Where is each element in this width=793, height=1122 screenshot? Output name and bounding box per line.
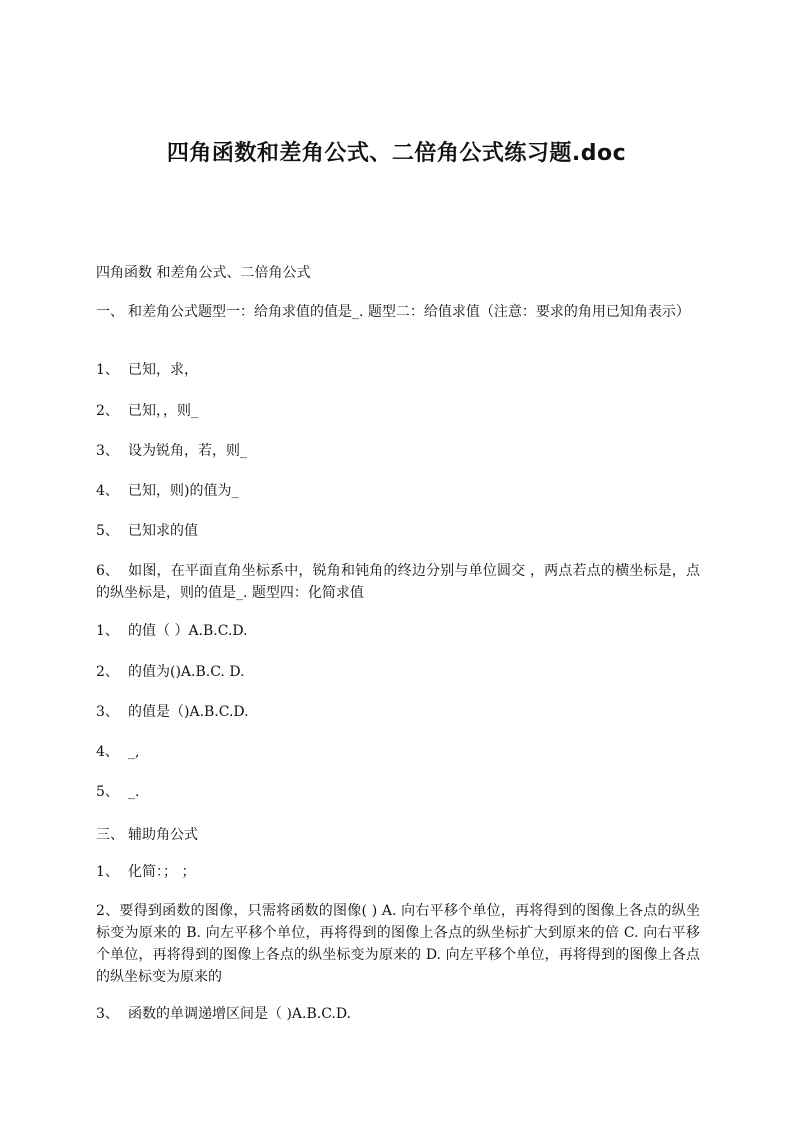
document-title: 四角函数和差角公式、二倍角公式练习题.doc — [166, 141, 627, 166]
item-text: 函数的单调递增区间是（ )A.B.C.D. — [128, 1006, 352, 1022]
item-number: 3、 — [96, 1006, 119, 1022]
list-item — [96, 1003, 700, 1025]
list-item — [96, 861, 700, 883]
item-number: 2、 — [96, 403, 119, 419]
list-item — [96, 661, 700, 683]
list-item — [96, 359, 700, 381]
list-item — [96, 741, 700, 763]
section-one-text: 和差角公式题型一：给角求值的值是_. 题型二：给值求值（注意：要求的角用已知角表示） — [128, 304, 690, 320]
item-text: 的值（ ）A.B.C.D. — [128, 623, 248, 639]
item-number: 4、 — [96, 744, 119, 760]
item-number: 1、 — [96, 864, 119, 880]
section-three-text: 辅助角公式 — [128, 827, 198, 843]
list-item — [96, 480, 700, 502]
list-item — [96, 440, 700, 462]
item-number: 3、 — [96, 443, 119, 459]
section-three — [96, 824, 700, 846]
list-item — [96, 520, 700, 542]
list-item — [96, 620, 700, 642]
section-three-label: 三、 — [96, 827, 124, 843]
item-text: 2、要得到函数的图像，只需将函数的图像( ) A. 向右平移个单位，再将得到的图像上各点的纵坐标变为原来的 B. 向左平移个单位，再将得到的图像上各点的纵坐标扩大到原来的倍 C. 向右平移个单位，再将得到的图像上各点的纵坐标变为原来的 D. 向左平移个单位，再将得到的图像上各点的纵坐标变为原来的 — [96, 903, 700, 985]
item-text: 如图，在平面直角坐标系中，锐角和钝角的终边分别与单位圆交 ，两点若点的横坐标是，点的纵坐标是，则的值是_. 题型四：化简求值 — [96, 563, 700, 601]
item-text: 已知，求， — [128, 362, 198, 378]
item-number: 4、 — [96, 483, 119, 499]
item-number: 5、 — [96, 784, 119, 800]
item-text: 已知求的值 — [128, 523, 198, 539]
list-item — [96, 400, 700, 422]
item-text: 已知，则)的值为_ — [128, 483, 239, 499]
item-text: _. — [128, 784, 140, 800]
item-text: 化简：； ； — [128, 864, 196, 880]
list-item — [96, 701, 700, 723]
item-text: 设为锐角，若，则_ — [128, 443, 247, 459]
item-number: 1、 — [96, 362, 119, 378]
list-item — [96, 781, 700, 803]
item-text: 已知，，则_ — [128, 403, 198, 419]
item-number: 6、 — [96, 563, 119, 579]
item-number: 3、 — [96, 704, 119, 720]
item-number: 2、 — [96, 664, 119, 680]
item-number: 5、 — [96, 523, 119, 539]
item-number: 1、 — [96, 623, 119, 639]
list-item — [96, 900, 700, 988]
item-text: 的值为()A.B.C. D. — [128, 664, 245, 680]
list-item — [96, 560, 700, 604]
section-heading: 四角函数 和差角公式、二倍角公式 — [96, 265, 311, 281]
item-text: 的值是（)A.B.C.D. — [128, 704, 249, 720]
section-one-label: 一、 — [96, 304, 124, 320]
item-text: _, — [128, 744, 140, 760]
section-one — [96, 301, 700, 323]
